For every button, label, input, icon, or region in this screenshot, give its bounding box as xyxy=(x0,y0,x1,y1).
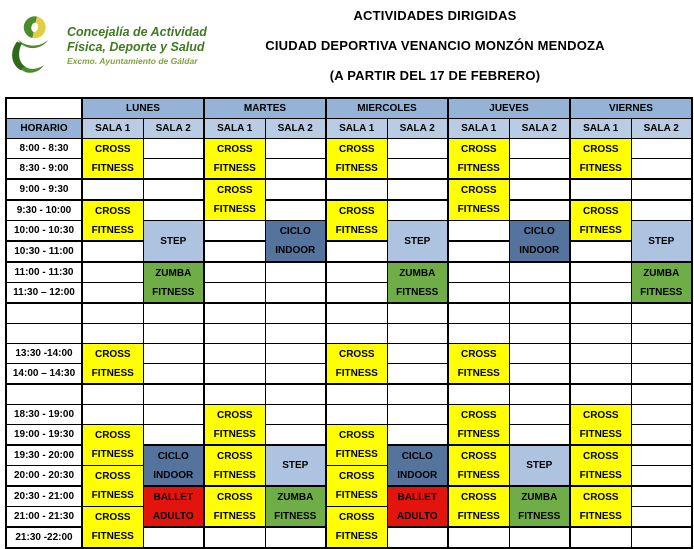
activity-label: STEP xyxy=(648,235,675,247)
sala-header-miercoles-2: SALA 2 xyxy=(387,119,448,139)
activity-label: CROSS xyxy=(216,185,253,196)
empty-cell xyxy=(387,527,448,548)
empty-cell xyxy=(387,405,448,425)
time-cell: 11:00 - 11:30 xyxy=(6,262,82,283)
empty-cell xyxy=(265,262,326,283)
corner-cell xyxy=(6,98,82,119)
empty-cell xyxy=(631,159,692,180)
empty-cell xyxy=(326,405,387,425)
activity-label: CROSS xyxy=(338,205,375,217)
activity-cell-cross xyxy=(570,445,631,486)
empty-cell xyxy=(509,384,570,405)
sala-header-lunes-2: SALA 2 xyxy=(143,119,204,139)
time-cell: 9:00 - 9:30 xyxy=(6,179,82,200)
activity-cell-cross xyxy=(82,466,143,507)
activity-label: CROSS xyxy=(94,205,131,217)
empty-cell xyxy=(448,283,509,304)
empty-cell xyxy=(631,324,692,344)
activity-label: CROSS xyxy=(94,430,131,441)
time-cell: 10:00 - 10:30 xyxy=(6,221,82,242)
empty-cell xyxy=(509,324,570,344)
sala-header-martes-2: SALA 2 xyxy=(265,119,326,139)
empty-cell xyxy=(204,324,265,344)
activity-cell-cross xyxy=(448,344,509,385)
time-cell: 10:30 - 11:00 xyxy=(6,241,82,262)
empty-cell xyxy=(204,384,265,405)
time-cell: 21:00 - 21:30 xyxy=(6,507,82,528)
empty-cell xyxy=(509,200,570,221)
logo-text-line3: Excmo. Ayuntamiento de Gáldar xyxy=(67,55,198,66)
activity-cell-ballet xyxy=(387,486,448,527)
sala-header-viernes-2: SALA 2 xyxy=(631,119,692,139)
empty-cell xyxy=(570,364,631,385)
activity-label: FITNESS xyxy=(335,224,378,236)
activity-label: CICLO xyxy=(279,226,311,237)
empty-cell xyxy=(509,527,570,548)
activity-label: STEP xyxy=(160,235,187,247)
empty-cell xyxy=(265,324,326,344)
activity-label: FITNESS xyxy=(91,224,134,236)
empty-cell xyxy=(509,179,570,200)
activity-cell-cross xyxy=(570,200,631,241)
empty-cell xyxy=(265,179,326,200)
empty-cell xyxy=(631,445,692,466)
empty-cell xyxy=(265,344,326,364)
sala-header-jueves-1: SALA 1 xyxy=(448,119,509,139)
empty-cell xyxy=(631,344,692,364)
activity-label: FITNESS xyxy=(579,510,622,522)
empty-cell xyxy=(143,405,204,425)
activity-cell-cross xyxy=(326,425,387,466)
activity-label: FITNESS xyxy=(457,367,500,379)
activity-label: FITNESS xyxy=(579,428,622,440)
empty-cell xyxy=(326,303,387,324)
empty-cell xyxy=(265,405,326,425)
empty-cell xyxy=(143,344,204,364)
activity-label: STEP xyxy=(404,235,431,247)
activity-label: CROSS xyxy=(338,512,375,523)
empty-cell xyxy=(204,303,265,324)
empty-cell xyxy=(631,364,692,385)
empty-cell xyxy=(143,179,204,200)
activity-label: CROSS xyxy=(338,471,375,482)
activity-label: FITNESS xyxy=(396,286,439,298)
activity-cell-cross xyxy=(448,179,509,221)
empty-time-cell xyxy=(6,384,82,405)
sala-header-lunes-1: SALA 1 xyxy=(82,119,143,139)
activity-cell-zumba xyxy=(143,262,204,303)
empty-cell xyxy=(265,159,326,180)
activity-label: FITNESS xyxy=(579,224,622,236)
empty-cell xyxy=(631,425,692,446)
activity-cell-step xyxy=(387,221,448,263)
logo-figure-icon xyxy=(6,12,60,78)
activity-label: CROSS xyxy=(460,450,497,462)
empty-cell xyxy=(82,179,143,200)
empty-cell xyxy=(509,425,570,446)
time-cell: 20:30 - 21:00 xyxy=(6,486,82,507)
empty-cell xyxy=(326,324,387,344)
empty-cell xyxy=(509,283,570,304)
activity-label: INDOOR xyxy=(275,245,316,256)
empty-cell xyxy=(570,324,631,344)
time-cell: 13:30 -14:00 xyxy=(6,344,82,364)
activity-cell-zumba xyxy=(265,486,326,527)
galdar-logo xyxy=(6,12,207,78)
activity-label: CROSS xyxy=(94,471,131,482)
schedule-table xyxy=(5,97,693,549)
empty-cell xyxy=(143,425,204,446)
empty-cell xyxy=(265,283,326,304)
activity-label: ZUMBA xyxy=(643,267,680,279)
empty-cell xyxy=(265,364,326,385)
day-header-lunes: LUNES xyxy=(82,98,204,119)
empty-cell xyxy=(82,283,143,304)
empty-cell xyxy=(82,384,143,405)
empty-cell xyxy=(82,405,143,425)
empty-cell xyxy=(265,527,326,548)
empty-cell xyxy=(143,364,204,385)
activity-label: FITNESS xyxy=(335,162,378,174)
empty-cell xyxy=(631,527,692,548)
empty-cell xyxy=(326,262,387,283)
activity-cell-cross xyxy=(570,405,631,446)
activity-cell-zumba xyxy=(509,486,570,527)
empty-cell xyxy=(631,507,692,528)
page-title: ACTIVIDADES DIRIGIDAS xyxy=(353,8,517,23)
empty-cell xyxy=(204,527,265,548)
activity-label: FITNESS xyxy=(457,162,500,174)
activity-label: INDOOR xyxy=(153,469,194,481)
empty-cell xyxy=(82,303,143,324)
activity-label: ADULTO xyxy=(396,510,438,522)
activity-cell-cross xyxy=(448,405,509,446)
empty-cell xyxy=(326,384,387,405)
activity-label: CROSS xyxy=(582,450,619,462)
activity-cell-cross xyxy=(326,344,387,385)
activity-label: CROSS xyxy=(582,143,619,155)
empty-cell xyxy=(204,221,265,242)
empty-cell xyxy=(631,466,692,487)
activity-label: BALLET xyxy=(397,491,437,503)
activity-label: FITNESS xyxy=(457,510,500,522)
empty-cell xyxy=(631,179,692,200)
activity-label: INDOOR xyxy=(519,245,560,256)
empty-cell xyxy=(570,344,631,364)
activity-label: FITNESS xyxy=(640,286,683,298)
activity-label: FITNESS xyxy=(335,490,378,501)
empty-cell xyxy=(509,159,570,180)
activity-cell-ciclo xyxy=(509,221,570,263)
activity-label: FITNESS xyxy=(91,449,134,460)
empty-cell xyxy=(448,303,509,324)
time-cell: 21:30 -22:00 xyxy=(6,527,82,548)
activity-cell-ciclo xyxy=(143,445,204,486)
day-header-miercoles: MIERCOLES xyxy=(326,98,448,119)
activity-label: CICLO xyxy=(157,450,189,462)
sala-header-jueves-2: SALA 2 xyxy=(509,119,570,139)
activity-label: CROSS xyxy=(582,205,619,217)
activity-cell-step xyxy=(631,221,692,263)
activity-label: CROSS xyxy=(460,143,497,155)
activity-cell-cross xyxy=(82,507,143,549)
horario-header: HORARIO xyxy=(6,119,82,139)
empty-cell xyxy=(82,241,143,262)
empty-cell xyxy=(570,179,631,200)
activity-label: FITNESS xyxy=(213,204,256,215)
activity-label: FITNESS xyxy=(213,510,256,522)
empty-cell xyxy=(448,262,509,283)
activity-cell-cross xyxy=(82,344,143,385)
activity-label: INDOOR xyxy=(397,469,438,481)
sala-header-viernes-1: SALA 1 xyxy=(570,119,631,139)
activity-cell-cross xyxy=(448,139,509,180)
time-cell: 8:00 - 8:30 xyxy=(6,139,82,159)
date-note: (A PARTIR DEL 17 DE FEBRERO) xyxy=(329,68,541,83)
empty-cell xyxy=(509,139,570,159)
activity-cell-ciclo xyxy=(265,221,326,263)
activity-label: FITNESS xyxy=(213,428,256,440)
activity-cell-step xyxy=(143,221,204,263)
time-cell: 14:00 – 14:30 xyxy=(6,364,82,385)
empty-cell xyxy=(143,384,204,405)
activity-label: CROSS xyxy=(216,450,253,462)
activity-label: CROSS xyxy=(582,409,619,421)
day-header-jueves: JUEVES xyxy=(448,98,570,119)
empty-cell xyxy=(387,303,448,324)
empty-cell xyxy=(143,139,204,159)
empty-cell xyxy=(326,241,387,262)
activity-cell-cross xyxy=(204,139,265,180)
empty-cell xyxy=(631,139,692,159)
activity-label: ZUMBA xyxy=(521,491,558,503)
empty-cell xyxy=(265,384,326,405)
activity-cell-cross xyxy=(82,139,143,180)
empty-cell xyxy=(265,425,326,446)
empty-time-cell xyxy=(6,303,82,324)
activity-label: FITNESS xyxy=(457,428,500,440)
empty-cell xyxy=(143,324,204,344)
sala-header-martes-1: SALA 1 xyxy=(204,119,265,139)
empty-cell xyxy=(387,384,448,405)
activity-label: CICLO xyxy=(401,450,433,462)
activity-cell-cross xyxy=(448,445,509,486)
activity-cell-step xyxy=(509,445,570,486)
activity-cell-cross xyxy=(204,179,265,221)
empty-cell xyxy=(631,486,692,507)
empty-cell xyxy=(387,179,448,200)
activity-label: CROSS xyxy=(94,512,131,523)
activity-cell-cross xyxy=(570,486,631,527)
time-cell: 18:30 - 19:00 xyxy=(6,405,82,425)
empty-cell xyxy=(265,303,326,324)
empty-cell xyxy=(631,200,692,221)
empty-cell xyxy=(509,405,570,425)
activity-cell-cross xyxy=(326,507,387,549)
empty-cell xyxy=(570,262,631,283)
empty-cell xyxy=(570,241,631,262)
empty-cell xyxy=(265,200,326,221)
activity-label: CROSS xyxy=(338,143,375,155)
activity-label: BALLET xyxy=(153,491,193,503)
activity-label: CROSS xyxy=(338,348,375,360)
empty-cell xyxy=(326,283,387,304)
empty-cell xyxy=(631,405,692,425)
activity-label: FITNESS xyxy=(457,469,500,481)
activity-label: CROSS xyxy=(216,143,253,155)
activity-cell-cross xyxy=(448,486,509,527)
empty-cell xyxy=(265,139,326,159)
activity-label: FITNESS xyxy=(579,469,622,481)
activity-label: STEP xyxy=(282,460,309,471)
empty-cell xyxy=(143,527,204,548)
logo-text-line1: Concejalía de Actividad xyxy=(67,24,207,39)
empty-cell xyxy=(82,324,143,344)
activity-cell-cross xyxy=(326,466,387,507)
activity-label: CROSS xyxy=(94,143,131,155)
activity-label: CROSS xyxy=(338,430,375,441)
empty-cell xyxy=(509,262,570,283)
activity-label: FITNESS xyxy=(213,469,256,481)
empty-cell xyxy=(143,159,204,180)
title-block xyxy=(180,4,690,83)
day-header-viernes: VIERNES xyxy=(570,98,692,119)
time-cell: 19:30 - 20:00 xyxy=(6,445,82,466)
activity-cell-zumba xyxy=(387,262,448,303)
activity-label: FITNESS xyxy=(91,162,134,174)
activity-label: STEP xyxy=(526,460,553,471)
empty-cell xyxy=(82,262,143,283)
activity-cell-cross xyxy=(326,200,387,241)
sala-header-miercoles-1: SALA 1 xyxy=(326,119,387,139)
empty-cell xyxy=(509,364,570,385)
time-cell: 8:30 - 9:00 xyxy=(6,159,82,180)
time-cell: 9:30 - 10:00 xyxy=(6,200,82,221)
activity-label: FITNESS xyxy=(518,510,561,522)
time-cell: 20:00 - 20:30 xyxy=(6,466,82,487)
empty-cell xyxy=(509,344,570,364)
empty-cell xyxy=(387,324,448,344)
day-header-martes: MARTES xyxy=(204,98,326,119)
activity-label: ADULTO xyxy=(152,510,194,522)
activity-cell-cross xyxy=(82,200,143,241)
activity-label: FITNESS xyxy=(91,531,134,542)
activity-cell-cross xyxy=(82,425,143,466)
empty-cell xyxy=(570,283,631,304)
empty-cell xyxy=(448,527,509,548)
activity-label: FITNESS xyxy=(213,162,256,174)
empty-cell xyxy=(387,200,448,221)
activity-label: CICLO xyxy=(523,226,555,237)
activity-cell-ballet xyxy=(143,486,204,527)
activity-label: FITNESS xyxy=(335,531,378,542)
empty-cell xyxy=(509,303,570,324)
activity-cell-cross xyxy=(570,139,631,180)
empty-cell xyxy=(387,425,448,446)
activity-label: CROSS xyxy=(94,348,131,360)
empty-cell xyxy=(631,303,692,324)
empty-cell xyxy=(570,527,631,548)
activity-cell-step xyxy=(265,445,326,486)
activity-label: CROSS xyxy=(460,348,497,360)
empty-cell xyxy=(448,384,509,405)
activity-label: FITNESS xyxy=(91,490,134,501)
empty-time-cell xyxy=(6,324,82,344)
empty-cell xyxy=(570,303,631,324)
activity-label: CROSS xyxy=(460,491,497,503)
empty-cell xyxy=(387,364,448,385)
activity-label: ZUMBA xyxy=(277,491,314,503)
empty-cell xyxy=(204,364,265,385)
activity-label: FITNESS xyxy=(335,367,378,379)
empty-cell xyxy=(448,241,509,262)
activity-label: CROSS xyxy=(460,409,497,421)
activity-label: FITNESS xyxy=(274,510,317,522)
activity-label: ZUMBA xyxy=(155,267,192,279)
activity-cell-cross xyxy=(326,139,387,180)
activity-cell-ciclo xyxy=(387,445,448,486)
activity-label: ZUMBA xyxy=(399,267,436,279)
activity-cell-zumba xyxy=(631,262,692,303)
empty-cell xyxy=(448,324,509,344)
activity-label: CROSS xyxy=(460,185,497,196)
activity-label: FITNESS xyxy=(152,286,195,298)
empty-cell xyxy=(387,139,448,159)
activity-cell-cross xyxy=(204,405,265,446)
activity-cell-cross xyxy=(204,445,265,486)
activity-cell-cross xyxy=(204,486,265,527)
time-cell: 11:30 – 12:00 xyxy=(6,283,82,304)
empty-cell xyxy=(204,344,265,364)
time-cell: 19:00 - 19:30 xyxy=(6,425,82,446)
activity-label: CROSS xyxy=(216,409,253,421)
logo-text-line2: Física, Deporte y Salud xyxy=(67,39,205,54)
empty-cell xyxy=(326,179,387,200)
empty-cell xyxy=(387,159,448,180)
activity-label: FITNESS xyxy=(335,449,378,460)
venue-title: CIUDAD DEPORTIVA VENANCIO MONZÓN MENDOZA xyxy=(265,38,605,53)
page-header xyxy=(0,0,694,96)
activity-label: CROSS xyxy=(582,491,619,503)
empty-cell xyxy=(387,344,448,364)
empty-cell xyxy=(204,241,265,262)
activity-label: CROSS xyxy=(216,491,253,503)
empty-cell xyxy=(448,221,509,242)
activity-label: FITNESS xyxy=(579,162,622,174)
activity-label: FITNESS xyxy=(91,367,134,379)
empty-cell xyxy=(204,283,265,304)
empty-cell xyxy=(570,384,631,405)
empty-cell xyxy=(143,303,204,324)
empty-cell xyxy=(204,262,265,283)
empty-cell xyxy=(631,384,692,405)
empty-cell xyxy=(143,200,204,221)
activity-label: FITNESS xyxy=(457,204,500,215)
